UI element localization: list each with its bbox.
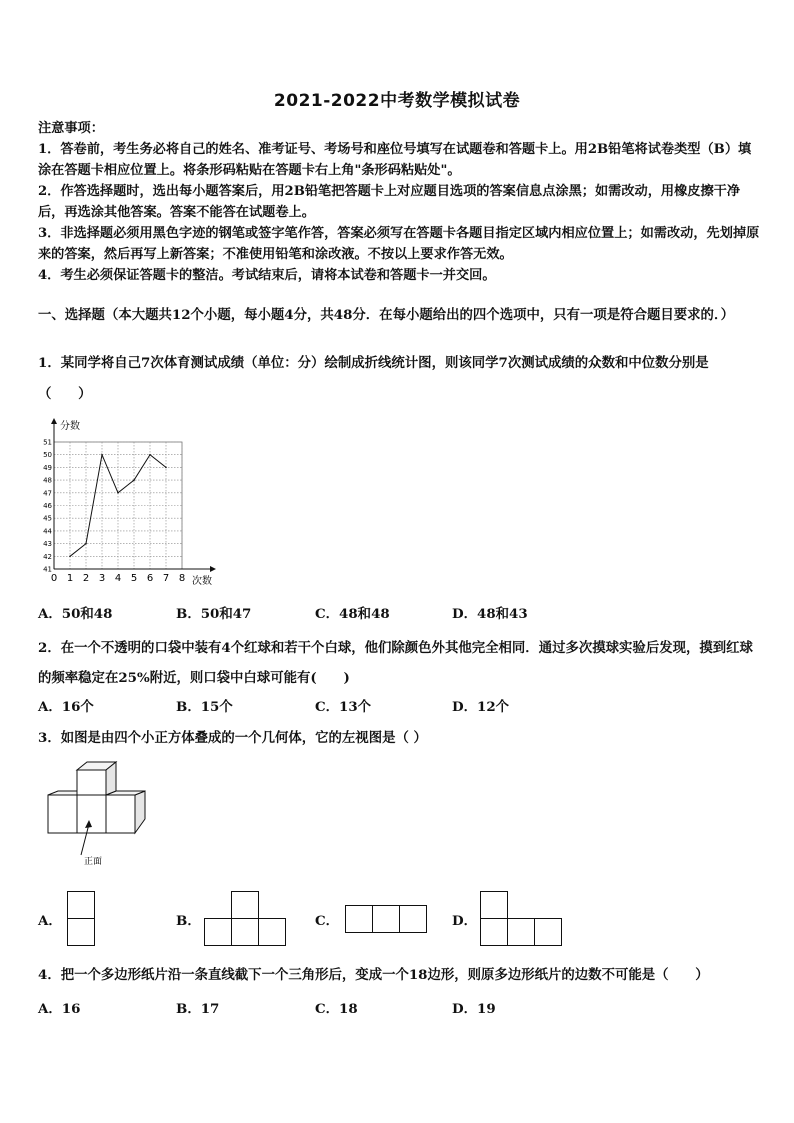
chart-y-tick-label: 46 [43,502,52,510]
chart-y-tick-label: 50 [43,451,52,460]
chart-y-tick-label: 51 [43,438,52,447]
option-b[interactable]: B． [176,913,201,929]
option-b[interactable]: B．17 [176,1001,220,1017]
chart-x-tick-label: 0 [50,573,58,584]
option-c[interactable]: C．18 [315,1001,358,1017]
chart-x-tick-label: 1 [66,573,74,584]
chart-data-point [165,467,167,469]
chart-y-axis-label: 分数 [60,421,80,432]
option-d[interactable]: D．19 [452,1001,496,1017]
chart-y-tick-label: 48 [43,476,52,485]
line-chart [36,414,226,590]
chart-y-tick-label: 43 [43,540,52,549]
chart-x-axis-arrow [210,566,216,572]
chart-y-axis-arrow [51,418,57,424]
chart-data-point [149,454,151,456]
chart-x-tick-label: 5 [130,573,138,584]
option-d-view-figure[interactable] [479,890,565,948]
option-c[interactable]: C．48和48 [315,606,390,622]
question-2-stem: 2．在一个不透明的口袋中装有4个红球和若干个白球，他们除颜色外其他完全相同．通过多次摸球实验后发现，摸到红球的频率稳定在25%附近，则口袋中白球可能有( ) [38,640,753,686]
chart-y-tick-label: 49 [43,463,52,472]
note-item: 2．作答选择题时，选出每小题答案后，用2B铅笔把答题卡上对应题目选项的答案信息点涂黑；如需改动，用橡皮擦干净后，再选涂其他答案。答案不能答在试题卷上。 [38,184,741,220]
chart-y-tick-label: 45 [43,514,52,523]
chart-data-point [101,454,103,456]
notes-heading: 注意事项： [38,121,104,136]
option-d[interactable]: D．12个 [452,699,510,715]
option-b-view-figure[interactable] [203,890,289,948]
option-b[interactable]: B．50和47 [176,606,252,622]
cube-solid-figure [44,760,154,870]
chart-x-tick-label: 3 [98,573,106,584]
question-1-stem: 1．某同学将自己7次体育测试成绩（单位：分）绘制成折线统计图，则该同学7次测试成绩的众数和中位数分别是 [38,355,709,371]
chart-data-point [69,556,71,558]
question-1-paren: （ ） [38,386,92,402]
option-a[interactable]: A． [38,913,62,929]
option-a-view-figure[interactable] [66,890,98,948]
chart-grid [54,442,182,569]
option-c[interactable]: C． [315,913,340,929]
chart-y-tick-label: 42 [43,552,52,561]
chart-data-point [133,479,135,481]
question-4-stem: 4．把一个多边形纸片沿一条直线截下一个三角形后，变成一个18边形，则原多边形纸片的边数不可能是（ ） [38,967,709,983]
section-heading: 一、选择题（本大题共12个小题，每小题4分，共48分．在每小题给出的四个选项中，只有一项是符合题目要求的．） [38,307,735,323]
option-d[interactable]: D． [452,913,478,929]
chart-data-point [117,492,119,494]
chart-x-tick-label: 6 [146,573,154,584]
question-3-stem: 3．如图是由四个小正方体叠成的一个几何体，它的左视图是（ ） [38,730,427,746]
chart-x-axis-label: 次数 [192,576,212,587]
option-c-view-figure[interactable] [344,904,430,936]
page-title: 2021-2022中考数学模拟试卷 [273,91,521,111]
note-item: 1．答卷前，考生务必将自己的姓名、准考证号、考场号和座位号填写在试题卷和答题卡上。用2B铅笔将试卷类型（B）填涂在答题卡相应位置上。将条形码粘贴在答题卡右上角"条形码粘贴处"。 [38,142,752,178]
chart-y-tick-label: 47 [43,489,52,498]
chart-x-tick-label: 8 [178,573,186,584]
note-item: 4．考生必须保证答题卡的整洁。考试结束后，请将本试卷和答题卡一并交回。 [38,268,496,283]
chart-y-tick-label: 44 [43,527,52,536]
option-a[interactable]: A．16个 [38,699,94,715]
chart-data-point [85,543,87,545]
front-view-label: 正面 [84,857,103,867]
option-a[interactable]: A．50和48 [38,606,113,622]
option-d[interactable]: D．48和43 [452,606,528,622]
note-item: 3．非选择题必须用黑色字迹的钢笔或签字笔作答，答案必须写在答题卡各题目指定区域内相应位置上；如需改动，先划掉原来的答案，然后再写上新答案；不准使用铅笔和涂改液。不按以上要求作答无效。 [38,226,760,262]
option-a[interactable]: A．16 [38,1001,81,1017]
option-c[interactable]: C．13个 [315,699,372,715]
option-b[interactable]: B．15个 [176,699,233,715]
notes-block [38,118,760,286]
chart-x-tick-label: 7 [162,573,170,584]
chart-y-tick-label: 41 [43,565,52,574]
chart-x-tick-label: 4 [114,573,122,584]
chart-x-tick-label: 2 [82,573,90,584]
